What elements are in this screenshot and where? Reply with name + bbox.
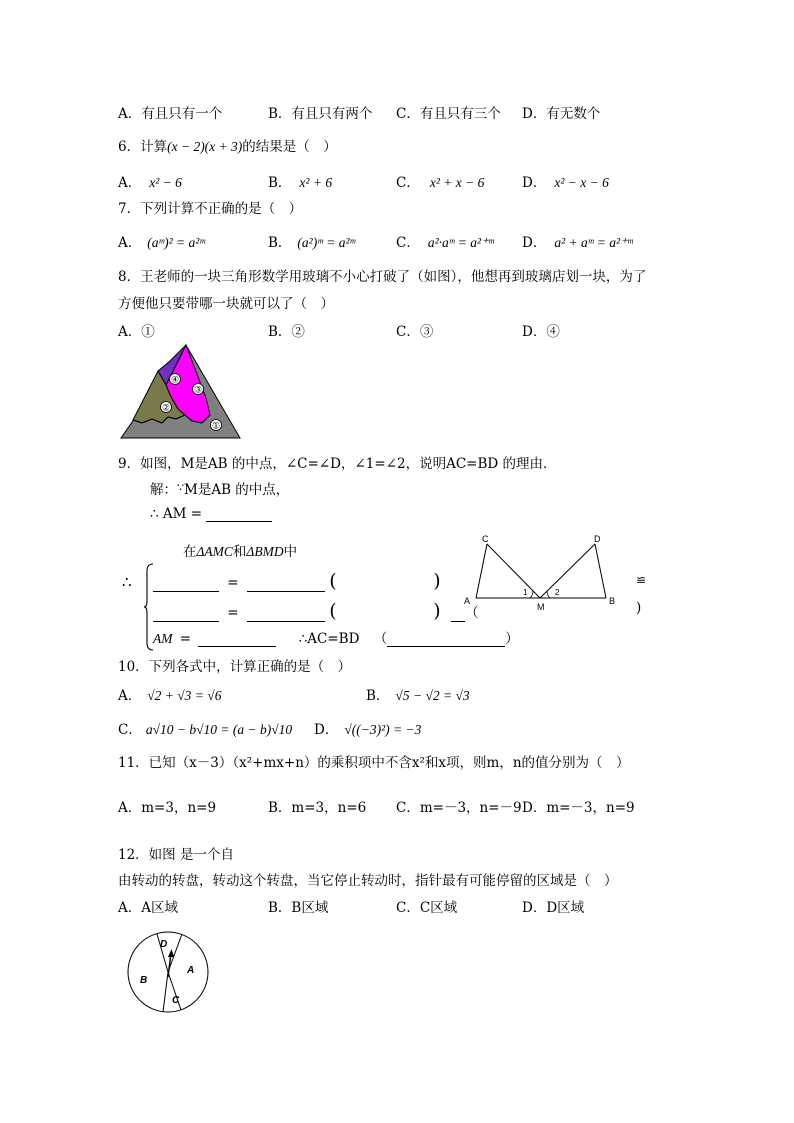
segment-md xyxy=(540,544,595,598)
q8-option-c: C．③ xyxy=(396,324,434,340)
piece-label-1: ① xyxy=(211,420,221,431)
row3-right-blank[interactable] xyxy=(198,632,276,647)
conclusion-reason-blank[interactable] xyxy=(387,632,505,647)
because-symbol: ∵ xyxy=(177,481,184,494)
geometry-figure-amcbmd xyxy=(460,534,620,614)
q12-stem-line2: 由转动的转盘，转动这个转盘，当它停止转动时，指针最有可能停留的区域是（ ） xyxy=(118,873,618,889)
q5-option-a: A．有且只有一个 xyxy=(118,106,223,122)
conclusion-reason-close: ） xyxy=(505,631,519,647)
q6-option-a: A． x² − 6 xyxy=(118,175,182,191)
region-label-c: C xyxy=(172,995,180,1006)
segment-ac xyxy=(476,544,487,598)
congruence-row-1 xyxy=(153,570,441,592)
region-label-b: B xyxy=(140,975,148,986)
q7-option-a: A． (aᵐ)² = a²ᵐ xyxy=(118,235,205,251)
q10-option-d: D． √((−3)²) = −3 xyxy=(314,722,422,738)
region-label-a: A xyxy=(187,965,195,976)
q12-stem-line1: 12．如图 是一个自 xyxy=(118,847,234,863)
segment-cm xyxy=(487,544,540,598)
label-angle-1: 1 xyxy=(523,588,528,597)
row1-equals: = xyxy=(227,575,239,591)
piece-label-4: ④ xyxy=(170,374,180,385)
row1-left-blank[interactable] xyxy=(153,577,219,592)
broken-glass-triangle-figure xyxy=(118,343,244,441)
row3-equals: = xyxy=(179,631,192,647)
q7-stem: 7．下列计算不正确的是（ ） xyxy=(118,201,303,217)
row1-reason-close: ) xyxy=(433,570,441,592)
q9-am-line xyxy=(150,506,272,522)
middle-label: 中 xyxy=(283,544,298,560)
q6-prefix: 6．计算 xyxy=(118,139,168,155)
q6-option-c: C． x² + x − 6 xyxy=(396,175,485,191)
piece-label-2: ② xyxy=(161,402,171,413)
q12-option-c: C．C区域 xyxy=(396,900,458,916)
q12-option-a: A．A区域 xyxy=(118,900,178,916)
spinner-wheel-figure xyxy=(125,929,211,1015)
q11-stem: 11．已知（x－3）（x²+mx+n）的乘积项中不含x²和x项，则m，n的值分别为（ ） xyxy=(118,755,630,771)
label-angle-2: 2 xyxy=(555,588,560,597)
q6-suffix: 的结果是（ ） xyxy=(242,139,337,155)
congruence-row-2 xyxy=(153,600,478,622)
congruence-close-paren: ) xyxy=(636,600,642,616)
q8-option-a: A．① xyxy=(118,324,155,340)
in-label: 在 xyxy=(183,544,197,560)
triangle-bmd-label: ΔBMD xyxy=(246,544,284,559)
row2-reason-open: ( xyxy=(329,600,337,622)
row2-left-blank[interactable] xyxy=(153,607,219,622)
q5-option-d: D．有无数个 xyxy=(522,106,601,122)
row3-am: AM xyxy=(153,631,173,646)
label-b: B xyxy=(609,596,616,606)
congruent-symbol: ≌ xyxy=(636,573,647,587)
label-a: A xyxy=(464,596,471,606)
q7-option-c: C． a²·aᵐ = a²⁺ᵐ xyxy=(396,235,494,251)
region-label-d: D xyxy=(160,939,168,950)
q8-stem-line1: 8．王老师的一块三角形数学用玻璃不小心打破了（如图），他想再到玻璃店划一块，为了 xyxy=(118,269,647,285)
q10-stem: 10．下列各式中，计算正确的是（ ） xyxy=(118,659,352,675)
conclusion-reason-open: （ xyxy=(373,631,388,647)
q8-option-b: B．② xyxy=(268,324,305,340)
row2-equals: = xyxy=(227,605,239,621)
conclusion-ac-bd: ∴AC=BD xyxy=(298,631,360,647)
congruence-row-3 xyxy=(153,627,519,647)
segment-db xyxy=(595,544,606,598)
row2-reason-blank[interactable] xyxy=(341,608,429,622)
q5-option-c: C．有且只有三个 xyxy=(396,106,501,122)
q9-solution-label: 解： xyxy=(150,482,177,498)
q9-solution-line1 xyxy=(150,478,289,498)
q9-triangle-intro xyxy=(183,540,297,560)
q9-stem: 9．如图，M是AB 的中点，∠C=∠D，∠1=∠2，说明AC=BD 的理由． xyxy=(118,456,557,472)
label-m: M xyxy=(537,602,545,612)
q10-option-c: C． a√10 − b√10 = (a − b)√10 xyxy=(118,722,293,738)
and-label: 和 xyxy=(232,544,247,560)
angle-2-arc xyxy=(547,591,550,598)
q11-option-c: C．m=－3，n=－9 xyxy=(396,800,522,816)
q8-stem-line2: 方便他只要带哪一块就可以了（ ） xyxy=(118,296,334,312)
am-answer-blank[interactable] xyxy=(206,507,272,522)
row1-reason-blank[interactable] xyxy=(341,578,429,592)
row2-congruence-open: （ xyxy=(464,605,479,621)
q11-option-b: B．m=3，n=6 xyxy=(268,800,367,816)
q6-option-d: D． x² − x − 6 xyxy=(522,175,609,191)
q10-option-a: A． √2 + √3 = √6 xyxy=(118,688,222,704)
q7-option-b: B． (a²)ᵐ = a²ᵐ xyxy=(268,235,356,251)
q5-option-b: B．有且只有两个 xyxy=(268,106,373,122)
q12-option-b: B．B区域 xyxy=(268,900,329,916)
therefore-symbol: ∴ xyxy=(122,573,132,591)
label-c: C xyxy=(482,534,489,544)
q6-stem xyxy=(118,135,337,155)
piece-label-3: ③ xyxy=(193,384,203,395)
angle-1-arc xyxy=(530,591,533,598)
q9-therefore-am: ∴ AM = xyxy=(150,506,203,522)
q6-option-b: B． x² + 6 xyxy=(268,175,333,191)
q7-option-d: D． a² + aᵐ = a²⁺ᵐ xyxy=(522,235,633,251)
q11-option-a: A．m=3，n=9 xyxy=(118,800,217,816)
triangle-amc-label: ΔAMC xyxy=(196,544,233,559)
row1-reason-open: ( xyxy=(329,570,337,592)
q9-midpoint-text: M是AB 的中点， xyxy=(184,482,290,498)
q10-option-b: B． √5 − √2 = √3 xyxy=(366,688,470,704)
q12-option-d: D．D区域 xyxy=(522,900,585,916)
row2-reason-close: ) xyxy=(433,600,441,622)
row1-right-blank[interactable] xyxy=(247,577,325,592)
q6-expression: (x − 2)(x + 3) xyxy=(167,139,243,154)
label-d: D xyxy=(594,534,601,544)
q8-option-d: D．④ xyxy=(522,324,560,340)
q11-option-d: D．m=－3，n=9 xyxy=(522,800,635,816)
row2-right-blank[interactable] xyxy=(247,607,325,622)
